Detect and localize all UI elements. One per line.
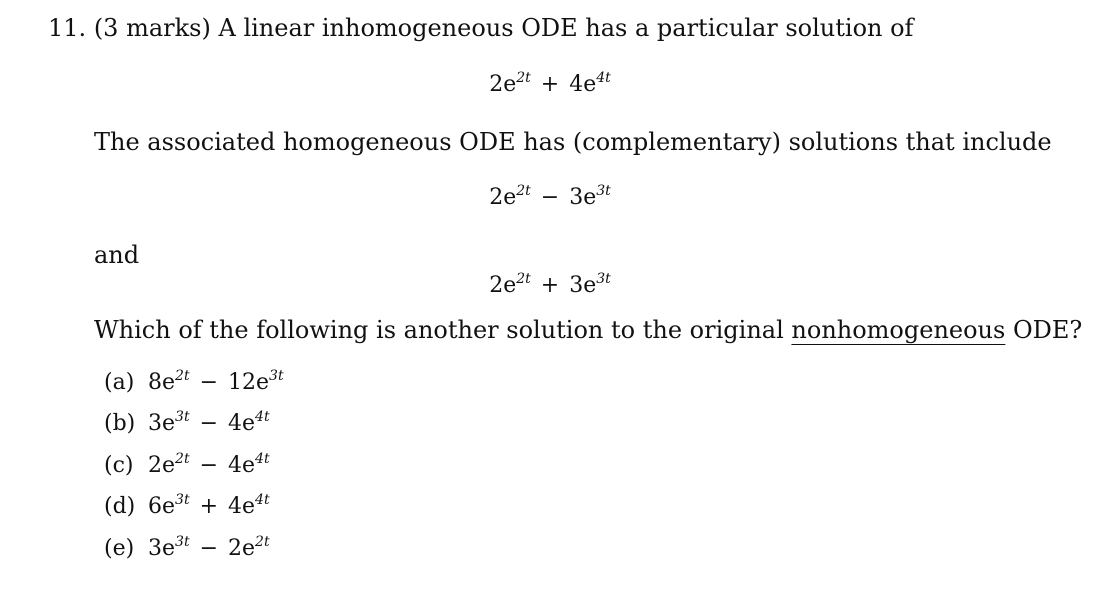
exponent-2: 4t: [255, 409, 270, 425]
prompt-before: Which of the following is another solution to the original: [94, 316, 784, 344]
term-2: 3e: [569, 185, 597, 210]
exponent-1: 2t: [175, 368, 190, 384]
term-2: 12e: [228, 370, 270, 395]
option-d: [104, 494, 270, 520]
term-1: 6e: [148, 494, 176, 519]
and-text: and: [94, 241, 140, 269]
option-b: [104, 411, 270, 437]
term-1: 3e: [148, 411, 176, 436]
option-label: (d): [104, 494, 136, 519]
exponent-1: 3t: [175, 409, 190, 425]
exponent-2: 2t: [255, 534, 270, 550]
option-a: [104, 370, 284, 396]
associated-text: The associated homogeneous ODE has (complementary) solutions that include: [94, 128, 1052, 156]
question-marks: (3 marks): [93, 14, 211, 42]
question-number: 11.: [48, 14, 87, 42]
operator: +: [540, 72, 560, 97]
prompt-after: ODE?: [1012, 316, 1083, 344]
exponent-2: 4t: [255, 492, 270, 508]
option-label: (e): [104, 536, 135, 561]
term-1: 2e: [148, 453, 176, 478]
operator: −: [199, 411, 219, 436]
option-e: [104, 536, 270, 562]
exponent-1: 3t: [175, 534, 190, 550]
operator: −: [199, 453, 219, 478]
term-2: 4e: [228, 453, 256, 478]
option-c: [104, 453, 270, 479]
exponent-2: 4t: [596, 70, 611, 86]
term-1: 2e: [489, 185, 517, 210]
term-2: 2e: [228, 536, 256, 561]
option-label: (c): [104, 453, 134, 478]
term-1: 2e: [489, 273, 517, 298]
term-2: 4e: [228, 494, 256, 519]
exponent-2: 3t: [596, 183, 611, 199]
option-label: (b): [104, 411, 136, 436]
exponent-1: 2t: [516, 271, 531, 287]
operator: −: [540, 185, 560, 210]
exponent-1: 2t: [516, 183, 531, 199]
exponent-2: 3t: [596, 271, 611, 287]
question-prompt: [94, 316, 1082, 344]
exponent-2: 4t: [255, 451, 270, 467]
term-1: 8e: [148, 370, 176, 395]
term-1: 3e: [148, 536, 176, 561]
term-2: 4e: [228, 411, 256, 436]
complementary-solution-1: [0, 185, 1100, 211]
prompt-underlined-word: nonhomogeneous: [791, 316, 1006, 344]
question-header: [48, 14, 913, 42]
operator: +: [540, 273, 560, 298]
particular-solution-equation: [0, 72, 1100, 98]
exponent-2: 3t: [269, 368, 284, 384]
exponent-1: 2t: [175, 451, 190, 467]
complementary-solution-2: [0, 273, 1100, 299]
exponent-1: 2t: [516, 70, 531, 86]
term-2: 3e: [569, 273, 597, 298]
question-intro: A linear inhomogeneous ODE has a particular solution of: [218, 14, 914, 42]
term-2: 4e: [569, 72, 597, 97]
operator: +: [199, 494, 219, 519]
exponent-1: 3t: [175, 492, 190, 508]
operator: −: [199, 536, 219, 561]
option-label: (a): [104, 370, 135, 395]
term-1: 2e: [489, 72, 517, 97]
operator: −: [199, 370, 219, 395]
